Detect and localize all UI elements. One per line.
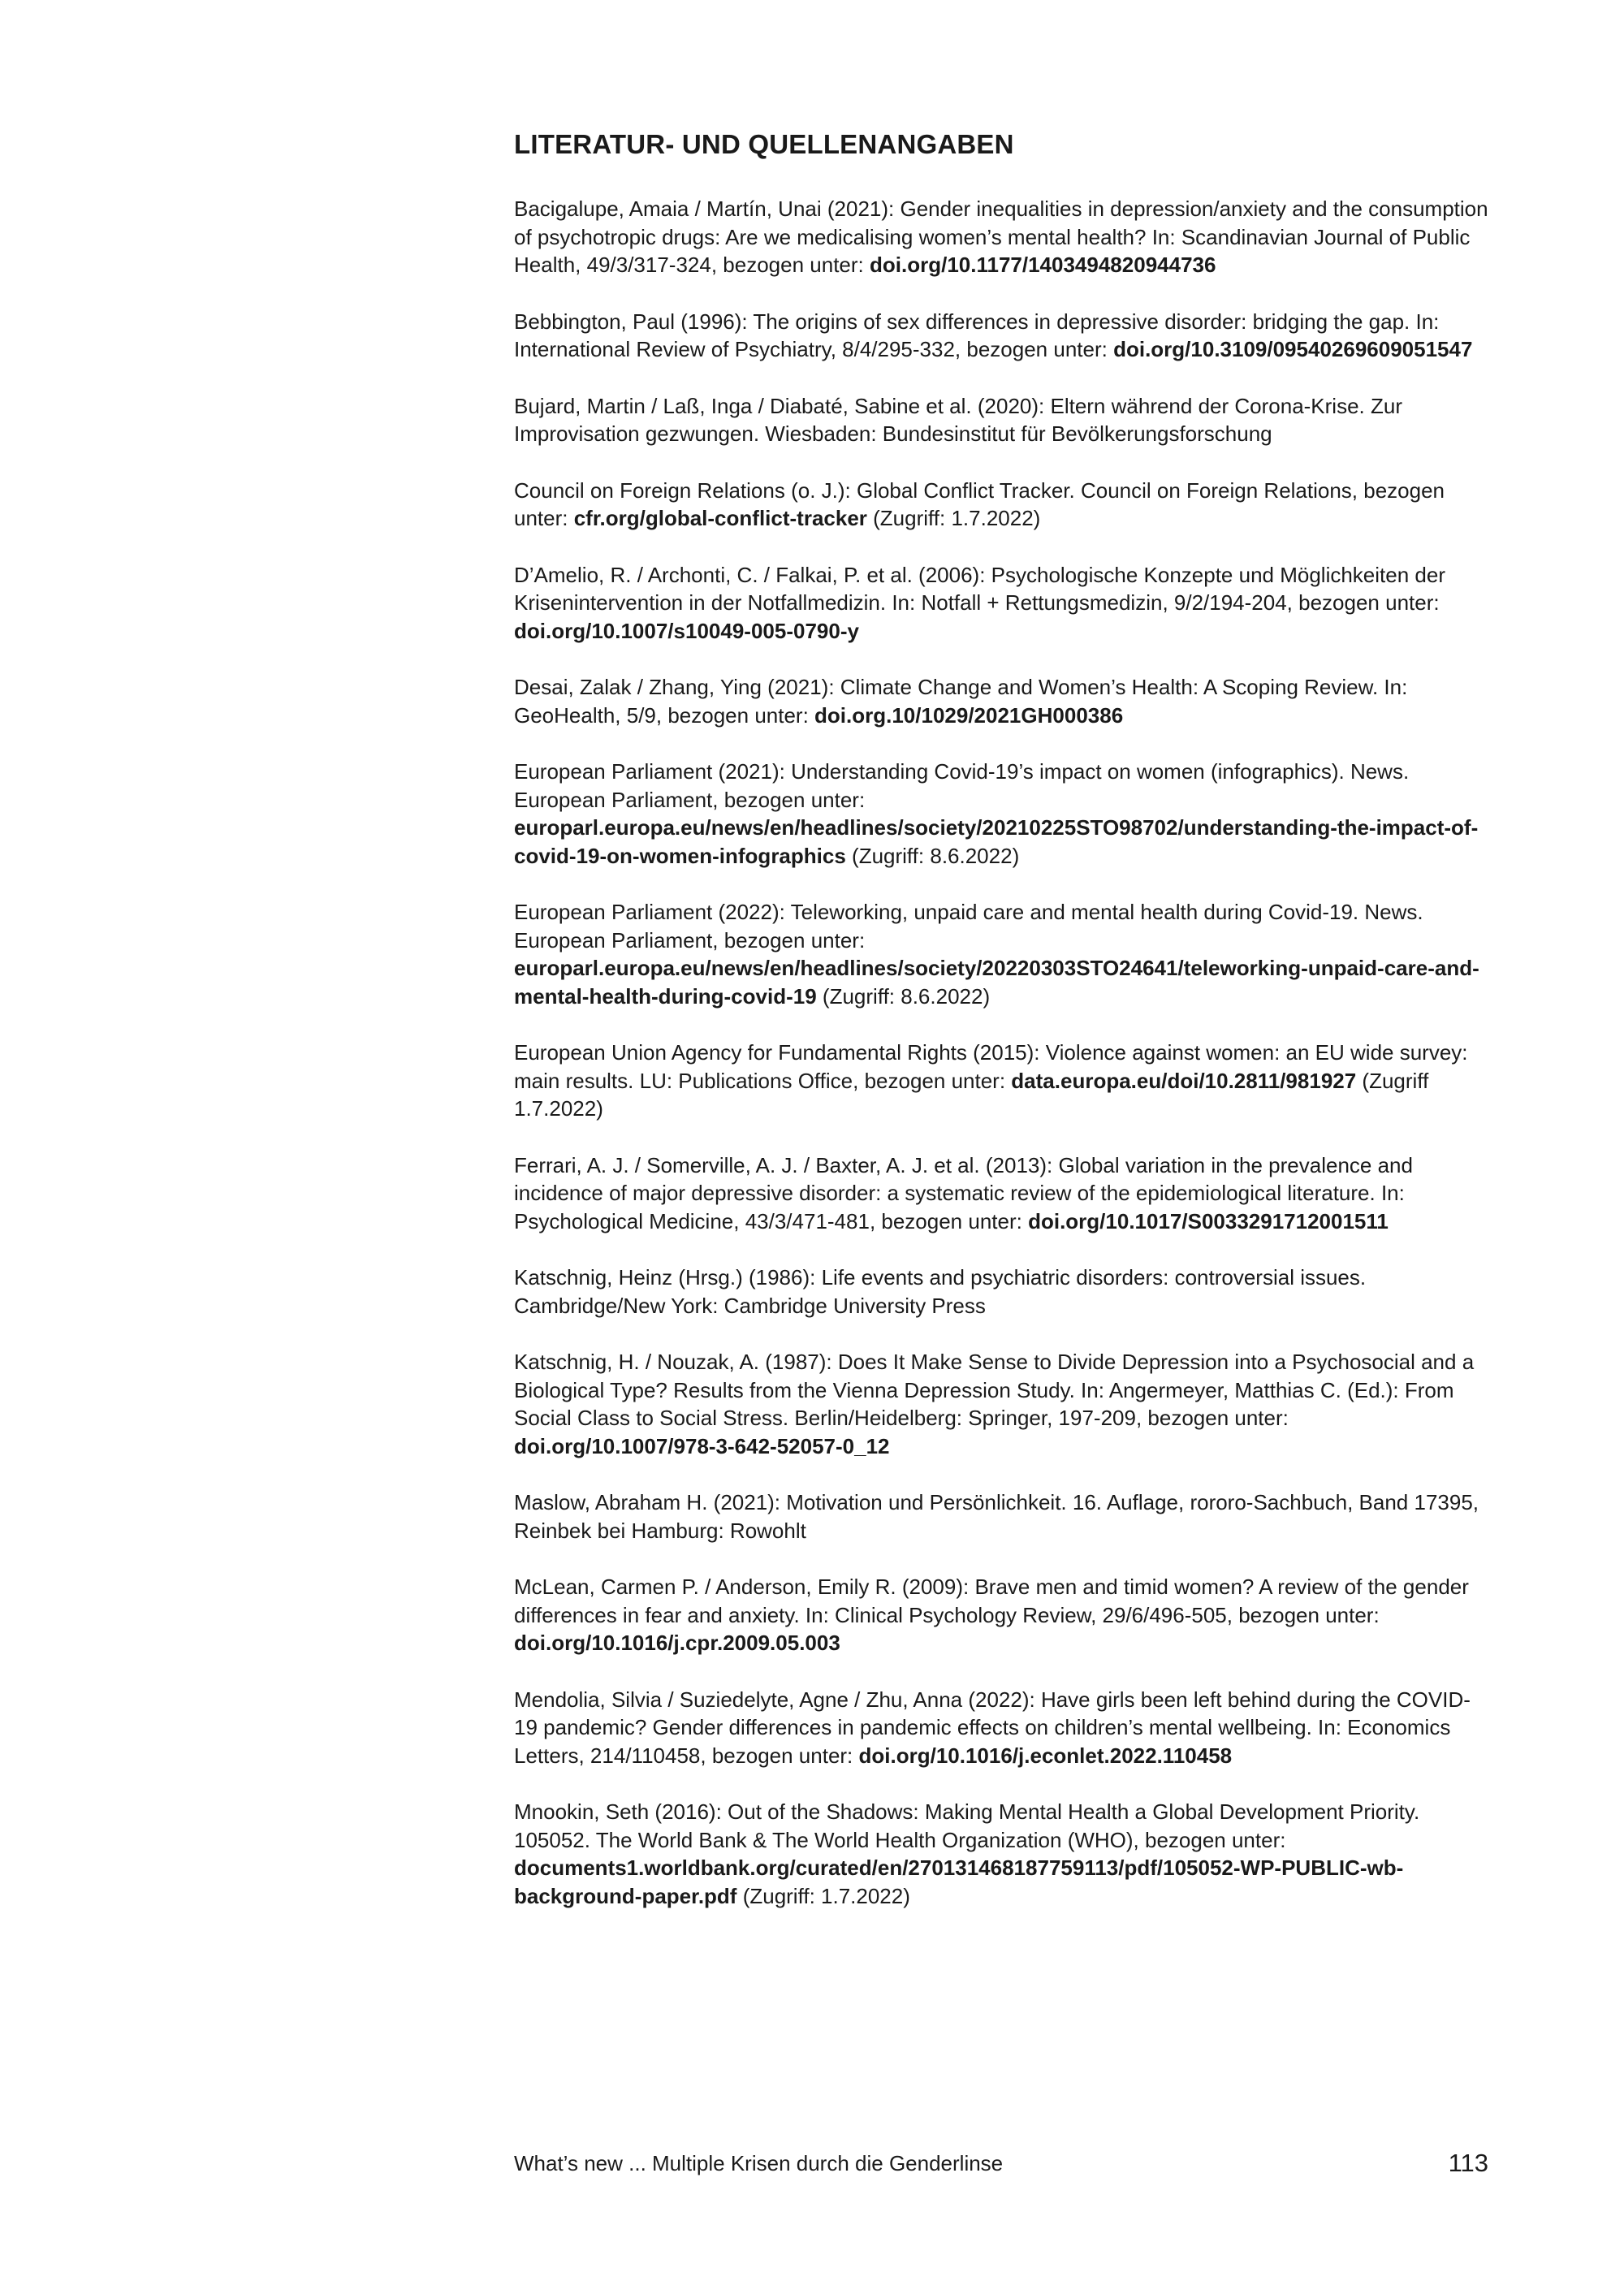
reference-entry bbox=[514, 1039, 1488, 1123]
reference-suffix: (Zugriff: 8.6.2022) bbox=[845, 843, 1020, 868]
reference-suffix: (Zugriff: 8.6.2022) bbox=[816, 983, 991, 1009]
reference-entry bbox=[514, 477, 1488, 533]
reference-suffix: (Zugriff: 1.7.2022) bbox=[866, 506, 1041, 530]
reference-suffix: (Zugriff: 1.7.2022) bbox=[736, 1883, 910, 1908]
reference-entry bbox=[514, 1151, 1488, 1236]
reference-text: Bebbington, Paul (1996): The origins of sex differences in depressive disorder: bridging the gap. In: International Review of Psychiatry, 8/4/295-332, bezogen unter: bbox=[514, 309, 1440, 361]
reference-entry bbox=[514, 673, 1488, 729]
reference-entry bbox=[514, 392, 1488, 448]
reference-link[interactable]: doi.org.10/1029/2021GH000386 bbox=[814, 702, 1124, 728]
reference-entry bbox=[514, 561, 1488, 646]
reference-link[interactable]: documents1.worldbank.org/curated/en/270131468187759113/pdf/105052-WP-PUBLIC-wb-background-paper.pdf bbox=[514, 1855, 1404, 1908]
page-content bbox=[514, 127, 1488, 1938]
reference-entry bbox=[514, 1488, 1488, 1544]
reference-entry bbox=[514, 308, 1488, 364]
section-heading: LITERATUR- UND QUELLENANGABEN bbox=[514, 129, 1014, 159]
reference-link[interactable]: doi.org/10.1007/s10049-005-0790-y bbox=[514, 618, 859, 643]
reference-link[interactable]: doi.org/10.1177/1403494820944736 bbox=[870, 253, 1216, 277]
reference-text: Council on Foreign Relations (o. J.): Global Conflict Tracker. Council on Foreign Relations, bezogen unter: bbox=[514, 477, 1445, 530]
reference-link[interactable]: europarl.europa.eu/news/en/headlines/society/20210225STO98702/understanding-the-impact-of-covid-19-on-women-infographics bbox=[514, 815, 1479, 868]
reference-text: European Parliament (2022): Teleworking, unpaid care and mental health during Covid-19. News. European Parliament, bezogen unter: bbox=[514, 900, 1423, 953]
reference-entry bbox=[514, 1798, 1488, 1910]
reference-entry bbox=[514, 195, 1488, 279]
reference-text: Mendolia, Silvia / Suziedelyte, Agne / Zhu, Anna (2022): Have girls been left behind during the COVID-19 pandemic? Gender differences in pandemic effects on children’s mental wellbeing. In: Economics Letters, 214/110458, bezogen unter: bbox=[514, 1687, 1471, 1768]
reference-list bbox=[514, 195, 1488, 1910]
reference-entry bbox=[514, 1264, 1488, 1320]
reference-text: D’Amelio, R. / Archonti, C. / Falkai, P. et al. (2006): Psychologische Konzepte und Möglichkeiten der Krisenintervention in der Notfallmedizin. In: Notfall + Rettungsmedizin, 9/2/194-204, bezogen unter: bbox=[514, 562, 1445, 615]
reference-link[interactable]: doi.org/10.3109/09540269609051547 bbox=[1113, 337, 1473, 361]
reference-text: Ferrari, A. J. / Somerville, A. J. / Baxter, A. J. et al. (2013): Global variation in the prevalence and incidence of major depressive disorder: a systematic review of the epidemiological literature. In: Psychological Medicine, 43/3/471-481, bezogen unter: bbox=[514, 1152, 1413, 1233]
page-number: 113 bbox=[1448, 2149, 1488, 2177]
reference-text: Desai, Zalak / Zhang, Ying (2021): Climate Change and Women’s Health: A Scoping Review. In: GeoHealth, 5/9, bezogen unter: bbox=[514, 675, 1408, 728]
reference-text: Bacigalupe, Amaia / Martín, Unai (2021): Gender inequalities in depression/anxiety and the consumption of psychotropic drugs: Are we medicalising women’s mental health? In: Scandinavian Journal of Public Health, 49/3/317-324, bezogen unter: bbox=[514, 197, 1488, 277]
reference-entry bbox=[514, 898, 1488, 1010]
reference-suffix: (Zugriff 1.7.2022) bbox=[514, 1068, 1429, 1121]
reference-entry bbox=[514, 758, 1488, 870]
reference-text: European Union Agency for Fundamental Rights (2015): Violence against women: an EU wide survey: main results. LU: Publications Office, bezogen unter: bbox=[514, 1040, 1468, 1093]
reference-link[interactable]: doi.org/10.1016/j.cpr.2009.05.003 bbox=[514, 1631, 840, 1655]
reference-link[interactable]: doi.org/10.1016/j.econlet.2022.110458 bbox=[858, 1743, 1233, 1768]
reference-entry bbox=[514, 1573, 1488, 1657]
reference-link[interactable]: data.europa.eu/doi/10.2811/981927 bbox=[1011, 1068, 1357, 1093]
reference-text: European Parliament (2021): Understanding Covid-19’s impact on women (infographics). News. European Parliament, bezogen unter: bbox=[514, 759, 1410, 812]
reference-link[interactable]: europarl.europa.eu/news/en/headlines/society/20220303STO24641/teleworking-unpaid-care-and-mental-health-during-covid-19 bbox=[514, 956, 1479, 1009]
reference-text: Maslow, Abraham H. (2021): Motivation und Persönlichkeit. 16. Auflage, rororo-Sachbuch, Band 17395, Reinbek bei Hamburg: Rowohlt bbox=[514, 1490, 1479, 1543]
reference-entry bbox=[514, 1686, 1488, 1770]
reference-text: McLean, Carmen P. / Anderson, Emily R. (2009): Brave men and timid women? A review of the gender differences in fear and anxiety. In: Clinical Psychology Review, 29/6/496-505, bezogen unter: bbox=[514, 1575, 1469, 1627]
reference-text: Katschnig, Heinz (Hrsg.) (1986): Life events and psychiatric disorders: controversial issues. Cambridge/New York: Cambridge University Press bbox=[514, 1265, 1367, 1318]
footer-title: What’s new ... Multiple Krisen durch die Genderlinse bbox=[514, 2151, 1004, 2175]
reference-text: Katschnig, H. / Nouzak, A. (1987): Does It Make Sense to Divide Depression into a Psychosocial and a Biological Type? Results from the Vienna Depression Study. In: Angermeyer, Matthias C. (Ed.): From Social Class to Social Stress. Berlin/Heidelberg: Springer, 197-209, bezogen unter: bbox=[514, 1350, 1475, 1430]
page-footer bbox=[514, 2147, 1488, 2179]
reference-link[interactable]: doi.org/10.1017/S0033291712001511 bbox=[1028, 1208, 1389, 1233]
reference-text: Mnookin, Seth (2016): Out of the Shadows: Making Mental Health a Global Development Priority. 105052. The World Bank & The World Health Organization (WHO), bezogen unter: bbox=[514, 1799, 1420, 1852]
reference-link[interactable]: doi.org/10.1007/978-3-642-52057-0_12 bbox=[514, 1433, 890, 1458]
reference-link[interactable]: cfr.org/global-conflict-tracker bbox=[573, 506, 867, 530]
reference-text: Bujard, Martin / Laß, Inga / Diabaté, Sabine et al. (2020): Eltern während der Corona-Krise. Zur Improvisation gezwungen. Wiesbaden: Bundesinstitut für Bevölkerungsforschung bbox=[514, 393, 1402, 446]
reference-entry bbox=[514, 1348, 1488, 1460]
